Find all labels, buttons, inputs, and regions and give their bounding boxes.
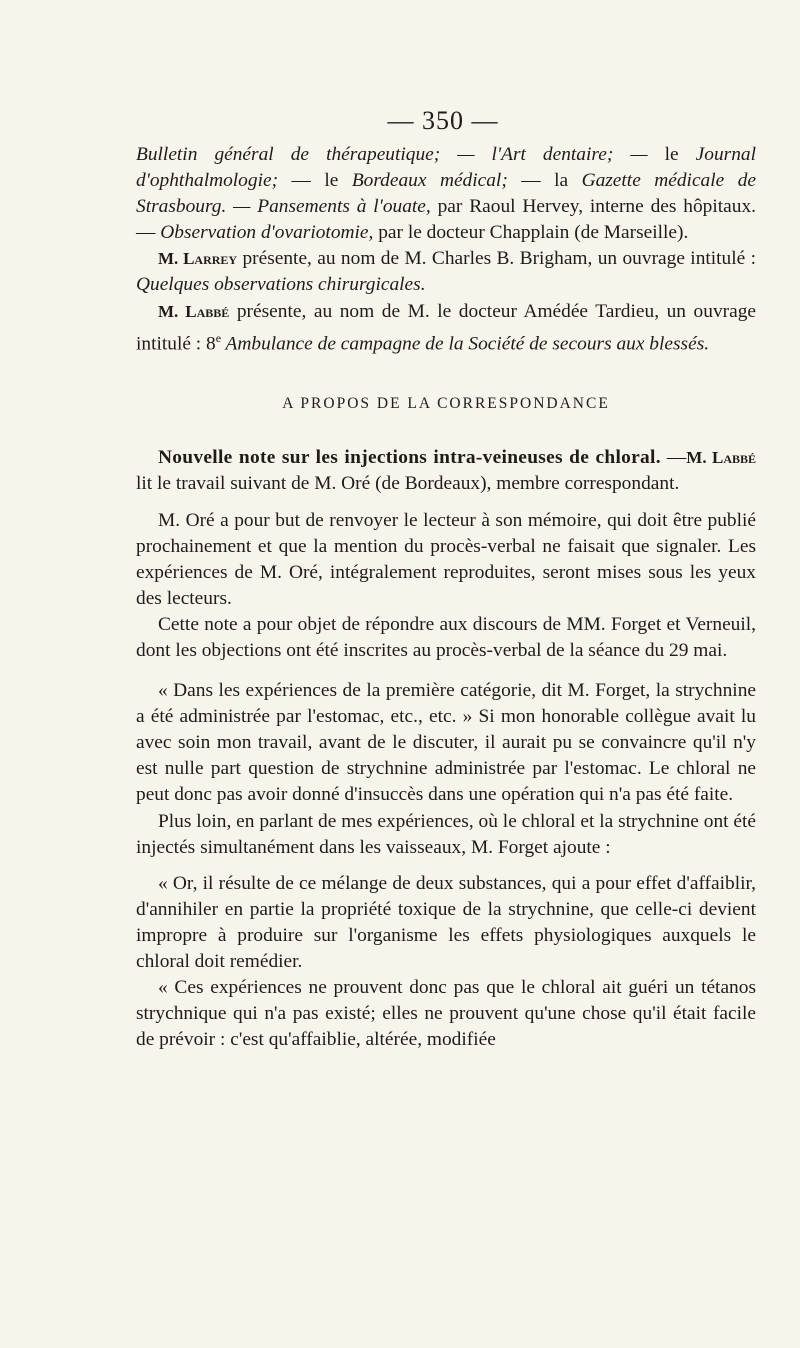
body-paragraph: Plus loin, en parlant de mes expériences, où le chloral et la strychnine ont été injectés simultanément dans les vaisseaux, M. Forget ajoute : <box>136 810 756 858</box>
note-title: Nouvelle note sur les injections intra-veineuses de chloral. <box>158 447 661 469</box>
publication-title: Journal d'ophthalmologie; <box>136 144 756 192</box>
work-title: Ambulance de campagne de la Société de secours aux blessés. <box>221 333 710 355</box>
work-title: Quelques observations chirurgicales. <box>136 274 426 296</box>
page-number: — 350 — <box>387 106 499 135</box>
body-paragraph: « Ces expériences ne prouvent donc pas que le chloral ait guéri un tétanos strychnique qui n'a pas existé; elles ne prouvent qu'une chose qu'il était facile de prévoir : c'est qu'affaiblie, altérée, modifiée <box>136 977 756 1051</box>
body-paragraph: M. Oré a pour but de renvoyer le lecteur à son mémoire, qui doit être publié prochainement et que la mention du procès-verbal ne faisait que signaler. Les expériences de M. Oré, intégralement reproduites, seront mises sous les yeux des lecteurs. <box>136 509 756 609</box>
publication-title: Bulletin général de thérapeutique; — l'Art dentaire; — <box>136 144 648 165</box>
publication-title: Gazette médicale de Strasbourg. — Pansements à l'ouate, <box>136 170 757 218</box>
speaker-name: M. Labbé <box>158 301 230 321</box>
note-paragraph: Nouvelle note sur les injections intra-veineuses de chloral. —M. Labbé lit le travail suivant de M. Oré (de Bordeaux), membre correspondant. <box>136 447 756 495</box>
page-body <box>136 142 756 1053</box>
speaker-name: M. Larrey <box>158 249 238 269</box>
labbe-paragraph: M. Labbé présente, au nom de M. le docteur Amédée Tardieu, un ouvrage intitulé : 8e Ambulance de campagne de la Société de secours aux blessés. <box>136 300 756 355</box>
larrey-paragraph: M. Larrey présente, au nom de M. Charles B. Brigham, un ouvrage intitulé : Quelques observations chirurgicales. <box>136 248 756 296</box>
publication-title: Observation d'ovariotomie, <box>160 222 374 244</box>
section-heading: A PROPOS DE LA CORRESPONDANCE <box>282 395 610 413</box>
publication-list: Bulletin général de thérapeutique; — l'Art dentaire; — le Journal d'ophthalmologie; — le Bordeaux médical; — la Gazette médicale de Strasbourg. — Pansements à l'ouate, par Raoul Hervey, interne des hôpitaux. — Observation d'ovariotomie, par le docteur Chapplain (de Marseille). <box>136 144 757 244</box>
body-paragraph: Cette note a pour objet de répondre aux discours de MM. Forget et Verneuil, dont les objections ont été inscrites au procès-verbal de la séance du 29 mai. <box>136 613 756 661</box>
publication-title: Bordeaux médical; <box>351 170 508 192</box>
speaker-name: M. Labbé <box>686 448 756 468</box>
body-paragraph: « Or, il résulte de ce mélange de deux substances, qui a pour effet d'affaiblir, d'annihiler en partie la propriété toxique de la strychnine, que celle-ci devient impropre à produire sur l'organisme les effets physiologiques auxquels le chloral doit remédier. <box>136 872 756 972</box>
body-paragraph: « Dans les expériences de la première catégorie, dit M. Forget, la strychnine a été administrée par l'estomac, etc., etc. » Si mon honorable collègue avait lu avec soin mon travail, avant de le discuter, il aurait pu se convaincre qu'il n'y est nulle part question de strychnine administrée par l'estomac. Le chloral ne peut donc pas avoir donné d'insuccès dans une opération qui n'a pas été faite. <box>136 680 756 806</box>
